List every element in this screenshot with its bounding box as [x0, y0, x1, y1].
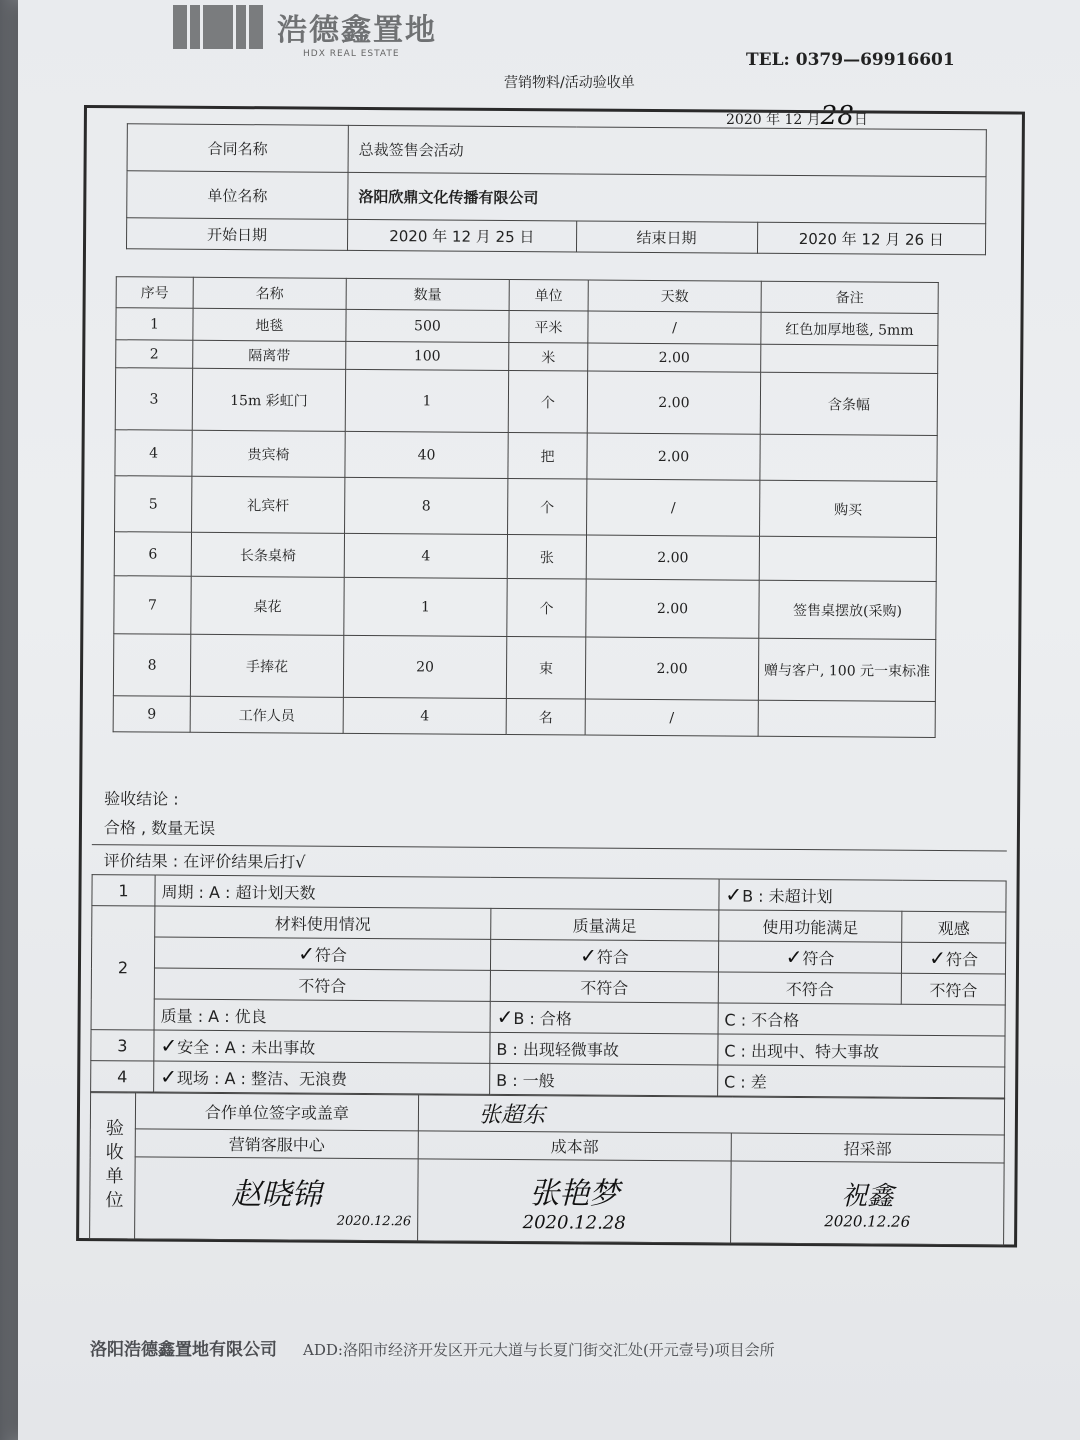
evaluation-table — [90, 874, 1006, 1098]
nok-cell: 不符合 — [490, 970, 718, 1003]
cell-days: 2.00 — [587, 433, 760, 480]
cell-no: 2 — [116, 340, 193, 369]
cell-days: / — [588, 311, 761, 344]
signature-marketing: 赵晓锦 — [231, 1177, 322, 1213]
cell-qty: 8 — [345, 477, 508, 534]
col-header: 名称 — [193, 277, 346, 309]
col-header: 序号 — [116, 277, 193, 309]
cell-name: 长条桌椅 — [191, 532, 344, 577]
cycle-option-a: 周期 : A : 超计划天数 — [155, 875, 719, 910]
cell-name: 隔离带 — [193, 340, 346, 369]
row-number: 2 — [91, 906, 155, 1030]
safety-option-b: B : 出现轻微事故 — [490, 1032, 718, 1065]
purchase-signature-cell — [731, 1161, 1005, 1245]
cell-note: 含条幅 — [760, 372, 937, 435]
cell-unit: 个 — [508, 370, 587, 433]
cell-no: 7 — [114, 576, 191, 635]
cell-qty: 4 — [344, 533, 507, 578]
start-date-label: 开始日期 — [126, 218, 347, 251]
header-info-table — [126, 123, 987, 255]
logo-name: 浩德鑫置地 — [277, 13, 437, 48]
dept-cost: 成本部 — [418, 1131, 731, 1161]
handwritten-day: 28 — [820, 101, 854, 131]
cell-days: 2.00 — [587, 371, 760, 434]
table-row — [114, 576, 936, 640]
company-logo — [173, 5, 437, 59]
start-date-value: 2020 年 12 月 25 日 — [347, 219, 576, 252]
cell-unit: 平米 — [509, 310, 588, 343]
site-option-b: B : 一般 — [490, 1063, 718, 1096]
end-date-value: 2020 年 12 月 26 日 — [757, 222, 986, 255]
cell-days: / — [587, 479, 760, 536]
cell-days: 2.00 — [585, 637, 758, 700]
evaluation-instruction: 评价结果 : 在评价结果后打√ — [92, 844, 1007, 880]
cell-qty: 20 — [343, 635, 506, 698]
cell-days: 2.00 — [586, 535, 759, 580]
cell-qty: 40 — [345, 431, 508, 478]
cell-note — [758, 700, 935, 737]
logo-mark-icon — [173, 5, 263, 49]
cell-unit: 张 — [507, 534, 586, 579]
ok-cell: ✓符合 — [902, 942, 1006, 974]
cell-unit: 米 — [509, 342, 588, 371]
logo-subtitle: HDX REAL ESTATE — [303, 49, 400, 59]
checkmark-icon: ✓ — [160, 1033, 178, 1058]
cell-unit: 名 — [506, 698, 585, 735]
checkmark-icon: ✓ — [298, 941, 316, 966]
table-row — [115, 476, 937, 538]
cell-note: 签售桌摆放(采购) — [759, 580, 936, 639]
cell-unit: 个 — [507, 578, 586, 637]
row-number: 3 — [91, 1030, 154, 1061]
cell-unit: 个 — [508, 478, 587, 535]
telephone: TEL: 0379—69916601 — [746, 50, 955, 70]
signature-date: 2020.12.28 — [522, 1212, 626, 1234]
criteria-head: 质量满足 — [491, 908, 719, 941]
site-option-c: C : 差 — [717, 1065, 1004, 1098]
signature-purchase: 祝鑫 — [841, 1181, 894, 1212]
footer-company: 洛阳浩德鑫置地有限公司 — [90, 1340, 277, 1360]
cell-name: 15m 彩虹门 — [192, 368, 345, 431]
cell-name: 贵宾椅 — [192, 430, 345, 477]
cell-no: 4 — [115, 430, 192, 477]
checkmark-icon: ✓ — [725, 882, 743, 907]
cell-note: 红色加厚地毯, 5mm — [761, 312, 938, 345]
criteria-head: 使用功能满足 — [719, 910, 902, 942]
cell-note: 赠与客户, 100 元一束标准 — [758, 638, 935, 701]
cell-qty: 500 — [346, 309, 509, 342]
cell-no: 5 — [115, 476, 192, 533]
row-number: 4 — [91, 1061, 154, 1092]
criteria-head: 观感 — [902, 911, 1006, 943]
cell-no: 9 — [113, 696, 190, 733]
signature-cost: 张艳梦 — [529, 1176, 620, 1212]
quality-option-a: 质量 : A : 优良 — [154, 999, 490, 1032]
dept-marketing: 营销客服中心 — [135, 1129, 418, 1159]
signature-date: 2020.12.26 — [336, 1213, 412, 1230]
checkmark-icon: ✓ — [160, 1064, 178, 1089]
cell-name: 手捧花 — [190, 634, 343, 697]
table-row — [113, 634, 935, 702]
partner-signature: 张超东 — [418, 1095, 1004, 1135]
criteria-head: 材料使用情况 — [155, 906, 491, 939]
row-number: 1 — [92, 875, 155, 906]
cell-name: 工作人员 — [190, 696, 343, 733]
sign-row-signatures — [90, 1157, 1005, 1245]
safety-option-a: ✓安全 : A : 未出事故 — [154, 1030, 490, 1063]
cell-days: 2.00 — [588, 343, 761, 372]
document-sheet — [18, 0, 1080, 1440]
cell-note: 购买 — [760, 480, 937, 537]
cell-qty: 100 — [346, 341, 509, 370]
nok-cell: 不符合 — [901, 973, 1005, 1005]
signature-table — [89, 1092, 1005, 1245]
document-date: 2020 年 12 月28日 — [726, 101, 868, 131]
cell-no: 8 — [113, 634, 190, 697]
contract-value: 总裁签售会活动 — [348, 125, 986, 176]
col-header: 天数 — [588, 280, 761, 312]
site-option-a: ✓现场 : A : 整洁、无浪费 — [154, 1061, 490, 1094]
cycle-option-b: ✓B : 未超计划 — [719, 879, 1006, 912]
cell-name: 桌花 — [191, 576, 344, 635]
col-header: 数量 — [346, 278, 509, 310]
cell-name: 礼宾杆 — [192, 476, 345, 533]
footer — [90, 1335, 775, 1360]
checkmark-icon: ✓ — [580, 943, 597, 968]
acceptance-unit-label: 验收单位 — [90, 1093, 136, 1239]
table-row — [113, 696, 935, 738]
cost-signature-cell — [418, 1159, 732, 1243]
conclusion-label: 验收结论 : — [104, 789, 179, 809]
ok-cell: ✓符合 — [154, 937, 490, 970]
unit-value: 洛阳欣鼎文化传播有限公司 — [348, 172, 986, 223]
cell-unit: 把 — [508, 432, 587, 479]
table-row — [114, 532, 936, 582]
ok-cell: ✓符合 — [718, 941, 901, 973]
safety-option-c: C : 出现中、特大事故 — [718, 1034, 1005, 1067]
cell-note — [760, 434, 937, 481]
checkmark-icon: ✓ — [785, 944, 803, 970]
col-header: 单位 — [509, 279, 588, 311]
cell-note — [761, 344, 938, 373]
form-frame — [76, 105, 1025, 1248]
cell-unit: 束 — [506, 636, 585, 699]
cell-note — [759, 536, 936, 581]
contract-label: 合同名称 — [127, 124, 348, 173]
marketing-signature-cell — [135, 1157, 419, 1241]
cell-no: 3 — [115, 368, 192, 431]
ok-cell: ✓符合 — [490, 939, 718, 972]
cell-days: / — [585, 699, 758, 736]
unit-label: 单位名称 — [127, 171, 348, 220]
cell-name: 地毯 — [193, 308, 346, 341]
partner-label: 合作单位签字或盖章 — [135, 1093, 418, 1131]
table-row — [115, 430, 937, 482]
cell-qty: 4 — [343, 697, 506, 734]
evaluation-section — [89, 783, 1007, 1245]
nok-cell: 不符合 — [718, 972, 901, 1004]
checkmark-icon: ✓ — [496, 1004, 514, 1030]
quality-option-b: ✓B : 合格 — [490, 1001, 718, 1034]
table-row — [115, 368, 937, 436]
cell-days: 2.00 — [586, 579, 759, 638]
conclusion-value: 合格 , 数量无误 — [103, 818, 216, 838]
document-title: 营销物料/活动验收单 — [504, 75, 635, 91]
quality-option-c: C : 不合格 — [718, 1003, 1005, 1036]
cell-no: 6 — [114, 532, 191, 577]
items-table — [113, 276, 939, 738]
checkmark-icon: ✓ — [929, 945, 947, 971]
col-header: 备注 — [761, 281, 938, 313]
end-date-label: 结束日期 — [576, 221, 757, 253]
footer-address: ADD:洛阳市经济开发区开元大道与长夏门街交汇处(开元壹号)项目会所 — [303, 1341, 775, 1359]
cell-qty: 1 — [344, 577, 507, 636]
nok-cell: 不符合 — [154, 968, 490, 1001]
dept-purchase: 招采部 — [731, 1133, 1004, 1163]
cell-no: 1 — [116, 308, 193, 341]
cell-qty: 1 — [345, 369, 508, 432]
signature-date: 2020.12.26 — [824, 1212, 911, 1231]
